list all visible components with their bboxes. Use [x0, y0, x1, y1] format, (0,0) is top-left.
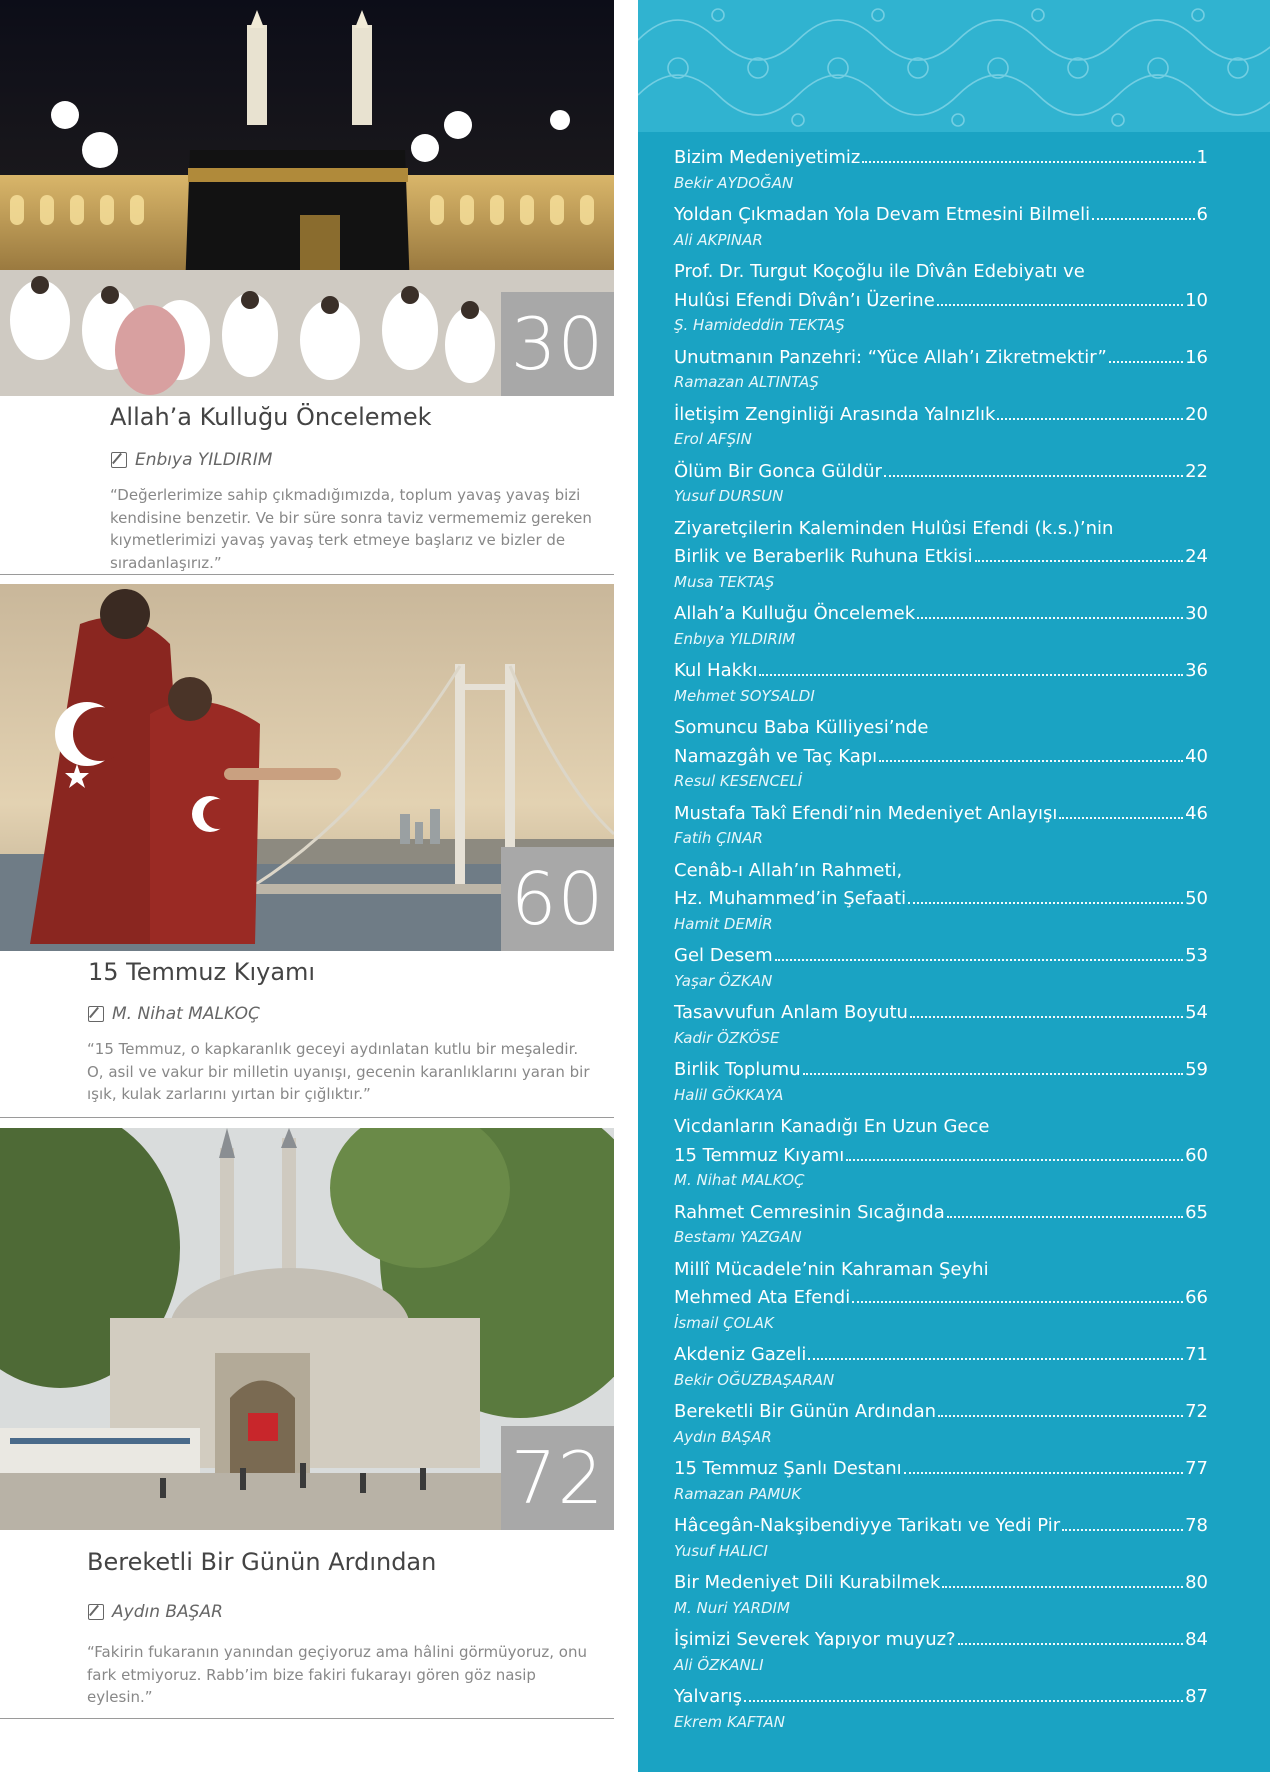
toc-leader-dots	[942, 1586, 1183, 1588]
toc-leader-dots	[958, 1643, 1183, 1645]
feature-quote: “15 Temmuz, o kapkaranlık geceyi aydınlatan kutlu bir meşaledir. O, asil ve vakur bir milletin uyanışı, gecenin karanlıklarını yaran bir ışık, kulak zarlarını yırtan bir çığlıktır.”	[87, 1040, 590, 1103]
toc-leader-dots	[917, 617, 1183, 619]
toc-page-number: 60	[1185, 1144, 1208, 1166]
kaaba-photo	[0, 0, 614, 396]
toc-entry-title[interactable]	[674, 803, 1208, 824]
toc-page-number: 50	[1185, 888, 1208, 909]
toc-title-text: Rahmet Cemresinin Sıcağında	[674, 1201, 945, 1223]
toc-leader-dots	[879, 760, 1183, 762]
feature-column	[0, 0, 614, 1772]
pen-icon	[88, 1006, 104, 1022]
toc-page-number: 87	[1185, 1686, 1208, 1707]
feature-page-number: 60	[501, 847, 614, 951]
toc-leader-dots	[744, 1700, 1183, 1702]
toc-entry-title[interactable]	[674, 1116, 1208, 1137]
toc-entry-author: M. Nihat MALKOÇ	[674, 1171, 805, 1189]
toc-leader-dots	[884, 475, 1183, 477]
toc-entry-author: Bestamı YAZGAN	[674, 1228, 802, 1246]
toc-entry-title[interactable]	[674, 518, 1208, 539]
toc-title-text: Allah’a Kulluğu Öncelemek	[674, 603, 916, 624]
toc-title-text: Hâcegân-Nakşibendiyye Tarikatı ve Yedi Pir	[674, 1515, 1061, 1536]
toc-title-text: İşimizi Severek Yapıyor muyuz?	[674, 1629, 956, 1650]
toc-page-number: 66	[1185, 1287, 1208, 1308]
toc-entry-author: Yusuf HALICI	[674, 1541, 768, 1560]
toc-page-number: 24	[1185, 546, 1208, 567]
toc-entry-title[interactable]	[674, 1686, 1208, 1707]
toc-entry-title[interactable]	[674, 1145, 1208, 1166]
toc-leader-dots	[910, 1016, 1183, 1018]
toc-title-text: Prof. Dr. Turgut Koçoğlu ile Dîvân Edebiyatı ve	[674, 261, 1085, 282]
toc-entry-title[interactable]	[674, 860, 1208, 881]
toc-title-text: Akdeniz Gazeli	[674, 1344, 807, 1365]
feature-author	[88, 1004, 260, 1024]
toc-page-number: 1	[1196, 147, 1208, 168]
toc-entry-author: Musa TEKTAŞ	[674, 572, 775, 591]
feature-page-number: 30	[501, 292, 614, 396]
toc-title-text: Bereketli Bir Günün Ardından	[674, 1401, 937, 1422]
toc-title-text: 15 Temmuz Şanlı Destanı	[674, 1458, 902, 1479]
feature-author-name: Enbıya YILDIRIM	[135, 450, 273, 470]
toc-leader-dots	[759, 674, 1183, 676]
toc-entry-title[interactable]	[674, 603, 1208, 624]
divider	[0, 574, 614, 575]
toc-entry-title[interactable]	[674, 347, 1208, 368]
toc-entry-title[interactable]	[674, 1287, 1208, 1308]
pen-icon	[88, 1604, 104, 1620]
toc-title-text: Gel Desem	[674, 945, 773, 966]
toc-leader-dots	[947, 1216, 1183, 1218]
toc-entry-title[interactable]	[674, 1401, 1208, 1422]
toc-leader-dots	[808, 1358, 1183, 1360]
toc-page-number: 6	[1196, 204, 1208, 225]
toc-leader-dots	[852, 1301, 1183, 1303]
toc-entry-title[interactable]	[674, 1202, 1208, 1223]
toc-leader-dots	[1062, 1529, 1183, 1531]
toc-entry-author: İsmail ÇOLAK	[674, 1313, 774, 1332]
toc-page-number: 10	[1185, 289, 1208, 311]
toc-page-number: 22	[1185, 460, 1208, 482]
toc-page-number: 72	[1185, 1401, 1208, 1422]
toc-entry-author: Halil GÖKKAYA	[674, 1085, 784, 1104]
toc-entry-title[interactable]	[674, 1344, 1208, 1365]
toc-entry-author: Resul KESENCELİ	[674, 772, 803, 790]
toc-title-text: Hz. Muhammed’in Şefaati	[674, 888, 907, 909]
toc-leader-dots	[904, 1472, 1183, 1474]
toc-entry-author: Kadir ÖZKÖSE	[674, 1028, 780, 1047]
toc-page-number: 30	[1185, 603, 1208, 624]
toc-leader-dots	[997, 418, 1183, 420]
mosque-photo	[0, 1128, 614, 1530]
toc-entry-author: Bekir OĞUZBAŞARAN	[674, 1370, 835, 1389]
bosphorus-photo	[0, 584, 614, 951]
toc-entry-title[interactable]	[674, 746, 1208, 767]
toc-page-number: 65	[1185, 1201, 1208, 1223]
toc-entry-author: Ali ÖZKANLI	[674, 1655, 764, 1674]
toc-leader-dots	[975, 560, 1184, 562]
toc-entry-title[interactable]	[674, 660, 1208, 681]
toc-entry-title[interactable]	[674, 1059, 1208, 1080]
toc-entry-title[interactable]	[674, 147, 1208, 168]
toc-entry-author: Yaşar ÖZKAN	[674, 971, 773, 990]
toc-title-text: Hulûsi Efendi Dîvân’ı Üzerine	[674, 289, 935, 311]
toc-page-number: 59	[1185, 1059, 1208, 1080]
toc-title-text: İletişim Zenginliği Arasında Yalnızlık	[674, 403, 996, 425]
toc-entry-author: Bekir AYDOĞAN	[674, 173, 794, 192]
toc-title-text: Ölüm Bir Gonca Güldür	[674, 460, 882, 482]
feature-title[interactable]: Allah’a Kulluğu Öncelemek	[110, 403, 432, 431]
toc-entry-author: Ş. Hamideddin TEKTAŞ	[674, 316, 845, 334]
toc-entry-author: Mehmet SOYSALDI	[674, 686, 815, 705]
toc-entry-author: Aydın BAŞAR	[674, 1427, 772, 1446]
toc-entry-title[interactable]	[674, 945, 1208, 966]
toc-title-text: Vicdanların Kanadığı En Uzun Gece	[674, 1116, 990, 1137]
toc-title-text: Yalvarış	[674, 1686, 743, 1707]
toc-entry-author: Erol AFŞIN	[674, 430, 752, 448]
toc-title-text: Bir Medeniyet Dili Kurabilmek	[674, 1572, 941, 1593]
toc-leader-dots	[862, 161, 1194, 163]
toc-entry-title[interactable]	[674, 1002, 1208, 1023]
toc-title-text: Kul Hakkı	[674, 660, 758, 681]
toc-title-text: Millî Mücadele’nin Kahraman Şeyhi	[674, 1258, 989, 1280]
toc-title-text: Birlik ve Beraberlik Ruhuna Etkisi	[674, 546, 973, 567]
toc-leader-dots	[803, 1073, 1183, 1075]
toc-page-number: 40	[1185, 745, 1208, 767]
divider	[0, 1117, 614, 1118]
toc-entry-title[interactable]	[674, 461, 1208, 482]
toc-entry-title[interactable]	[674, 1572, 1208, 1593]
feature-author-name: Aydın BAŞAR	[112, 1602, 223, 1622]
toc-leader-dots	[1092, 218, 1194, 220]
toc-entry-author: Ali AKPINAR	[674, 230, 763, 249]
feature-quote: “Fakirin fukaranın yanından geçiyoruz ama hâlini görmüyoruz, onu fark etmiyoruz. Rabb’im bize fakiri fukarayı gören göz nasip eylesin.”	[87, 1643, 587, 1706]
toc-leader-dots	[775, 959, 1183, 961]
toc-page-number: 84	[1185, 1629, 1208, 1650]
toc-title-text: Cenâb-ı Allah’ın Rahmeti,	[674, 859, 903, 881]
toc-leader-dots	[1059, 817, 1183, 819]
toc-entry-author: Ramazan PAMUK	[674, 1484, 802, 1503]
divider	[0, 1718, 614, 1719]
toc-title-text: Birlik Toplumu	[674, 1059, 801, 1080]
toc-entry-title[interactable]	[674, 404, 1208, 425]
pen-icon	[111, 452, 127, 468]
toc-entry-title[interactable]	[674, 1458, 1208, 1479]
ornament-pattern	[638, 0, 1270, 132]
toc-title-text: Mustafa Takî Efendi’nin Medeniyet Anlayışı	[674, 802, 1058, 824]
toc-entry-author: Enbıya YILDIRIM	[674, 629, 796, 648]
feature-author-name: M. Nihat MALKOÇ	[112, 1004, 260, 1024]
toc-entry-title[interactable]	[674, 290, 1208, 311]
toc-page-number: 46	[1185, 802, 1208, 824]
toc-page-number: 54	[1185, 1002, 1208, 1023]
toc-page-number: 78	[1185, 1515, 1208, 1536]
toc-leader-dots	[938, 1415, 1183, 1417]
toc-title-text: Ziyaretçilerin Kaleminden Hulûsi Efendi (k.s.)’nin	[674, 517, 1114, 539]
toc-page-number: 71	[1185, 1344, 1208, 1365]
toc-entry-title[interactable]	[674, 546, 1208, 567]
toc-entry-title[interactable]	[674, 1515, 1208, 1536]
toc-entry-author: Fatih ÇINAR	[674, 829, 763, 847]
toc-entry-title[interactable]	[674, 888, 1208, 909]
toc-title-text: 15 Temmuz Kıyamı	[674, 1144, 845, 1166]
toc-leader-dots	[1109, 361, 1183, 363]
toc-entry-author: Ramazan ALTINTAŞ	[674, 373, 819, 391]
feature-author	[111, 450, 272, 470]
table-of-contents-panel	[638, 0, 1270, 1772]
feature-quote: “Değerlerimize sahip çıkmadığımızda, toplum yavaş yavaş bizi kendisine benzetir. Ve bir süre sonra taviz vermememiz gereken kıymetlerimizi yavaş yavaş terk etmeye başlarız ve bizler de sıradanlaşırız.”	[110, 486, 592, 572]
feature-page-number: 72	[501, 1426, 614, 1530]
toc-title-text: Tasavvufun Anlam Boyutu	[674, 1002, 908, 1023]
toc-title-text: Mehmed Ata Efendi	[674, 1287, 851, 1308]
toc-page-number: 20	[1185, 403, 1208, 425]
toc-entry-title[interactable]	[674, 1629, 1208, 1650]
toc-leader-dots	[908, 902, 1183, 904]
toc-title-text: Unutmanın Panzehri: “Yüce Allah’ı Zikretmektir”	[674, 346, 1107, 368]
toc-leader-dots	[937, 304, 1183, 306]
toc-entry-author: Yusuf DURSUN	[674, 487, 784, 505]
toc-page-number: 36	[1185, 660, 1208, 681]
feature-title[interactable]: 15 Temmuz Kıyamı	[88, 958, 316, 986]
feature-author	[88, 1602, 223, 1622]
toc-page-number: 80	[1185, 1572, 1208, 1593]
toc-entry-title[interactable]	[674, 261, 1208, 282]
toc-leader-dots	[846, 1159, 1183, 1161]
toc-entry-title[interactable]	[674, 204, 1208, 225]
toc-page-number: 16	[1185, 346, 1208, 368]
toc-title-text: Yoldan Çıkmadan Yola Devam Etmesini Bilmeli	[674, 204, 1091, 225]
feature-title[interactable]: Bereketli Bir Günün Ardından	[87, 1548, 437, 1576]
toc-entry-title[interactable]	[674, 717, 1208, 738]
toc-page-number: 77	[1185, 1458, 1208, 1479]
toc-entry-author: Hamit DEMİR	[674, 914, 773, 933]
toc-title-text: Namazgâh ve Taç Kapı	[674, 745, 878, 767]
toc-entry-title[interactable]	[674, 1259, 1208, 1280]
toc-entry-author: M. Nuri YARDIM	[674, 1598, 790, 1617]
toc-title-text: Somuncu Baba Külliyesi’nde	[674, 717, 929, 738]
toc-page-number: 53	[1185, 945, 1208, 966]
toc-title-text: Bizim Medeniyetimiz	[674, 147, 861, 168]
toc-entry-author: Ekrem KAFTAN	[674, 1712, 785, 1731]
